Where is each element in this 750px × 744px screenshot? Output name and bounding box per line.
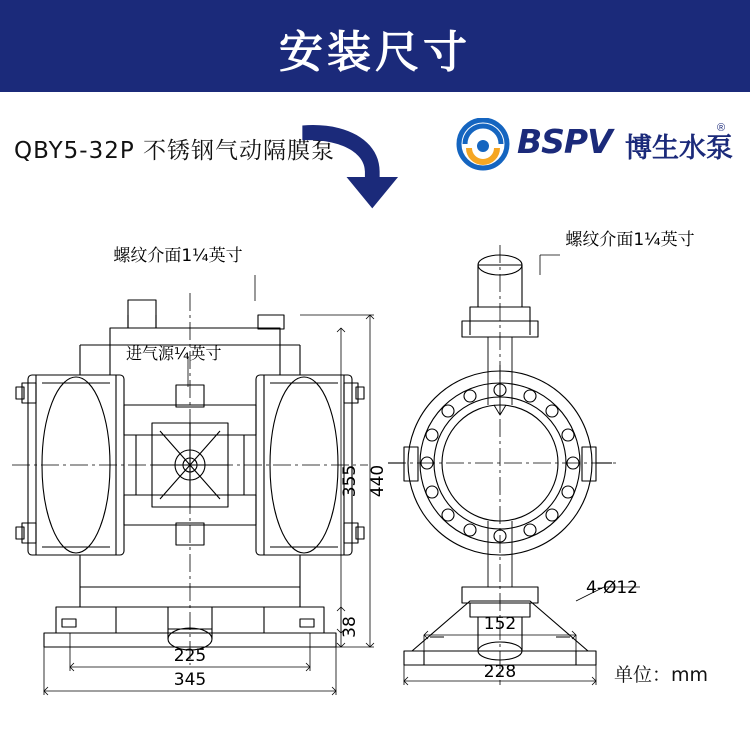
bspv-circle-logo-icon <box>455 118 515 174</box>
dim-440: 440 <box>368 464 388 498</box>
brand-logo <box>455 118 735 174</box>
dim-225: 225 <box>173 646 207 666</box>
front-air-inlet-note: 进气源¼英寸 <box>126 344 222 363</box>
dim-355: 355 <box>340 464 360 498</box>
dim-152: 152 <box>483 614 517 634</box>
dim-38: 38 <box>340 616 360 638</box>
registered-mark: ® <box>717 122 726 134</box>
front-view-dimension-lines <box>44 315 374 695</box>
down-arrow-icon <box>300 120 410 220</box>
dim-345: 345 <box>173 670 207 690</box>
product-model-label: QBY5-32P 不锈钢气动隔膜泵 <box>14 138 336 164</box>
header-banner <box>0 0 750 92</box>
brand-latin-text: BSPV <box>517 122 612 161</box>
technical-drawing <box>0 215 750 715</box>
dim-228: 228 <box>483 662 517 682</box>
side-thread-note: 螺纹介面1¼英寸 <box>565 230 695 250</box>
bolt-note: 4-Ø12 <box>586 578 638 598</box>
front-thread-note: 螺纹介面1¼英寸 <box>113 246 243 266</box>
unit-note: 单位：mm <box>614 664 709 686</box>
brand-cn-text: 博生水泵 <box>625 133 733 164</box>
front-view-outlet <box>110 300 284 375</box>
page-title: 安装尺寸 <box>279 27 471 78</box>
